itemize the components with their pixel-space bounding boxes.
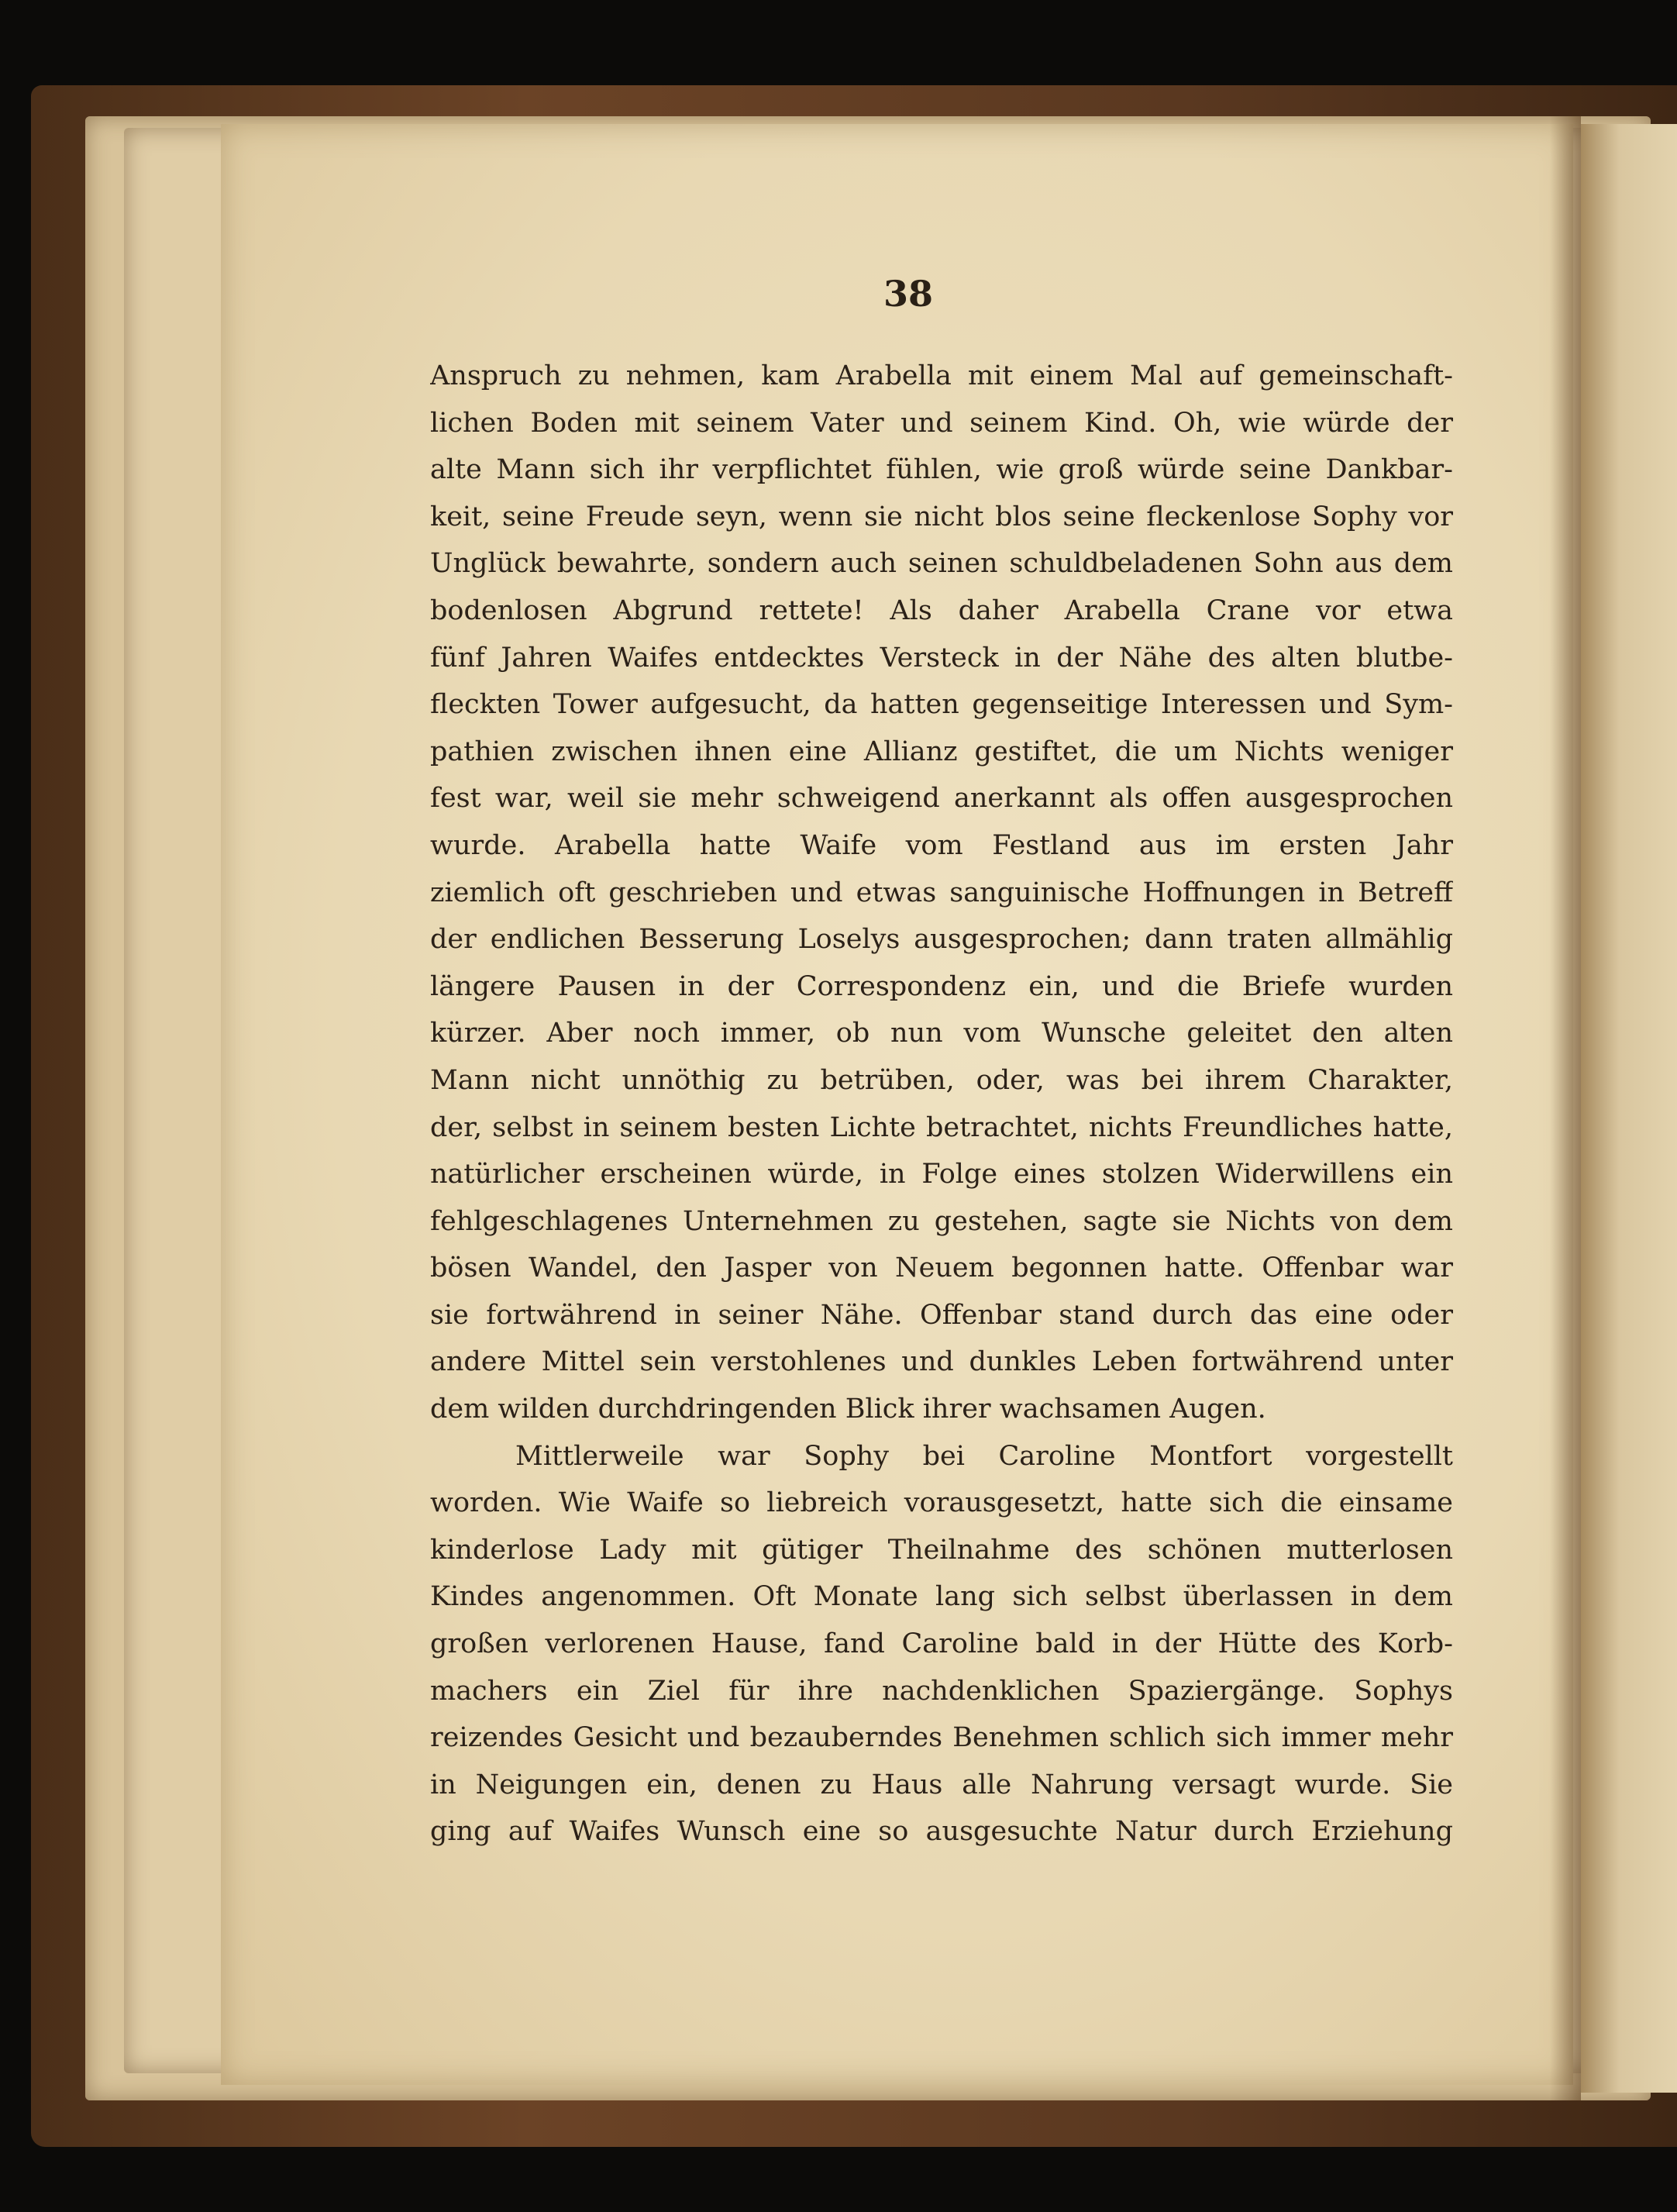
text-line: Mann nicht unnöthig zu betrüben, oder, was bei ihrem Charakter, [430,1064,1453,1096]
text-line: in Neigungen ein, denen zu Haus alle Nahrung versagt wurde. Sie [430,1769,1453,1800]
text-line: fleckten Tower aufgesucht, da hatten gegenseitige Interessen und Sym- [430,689,1453,721]
text-line: fünf Jahren Waifes entdecktes Versteck in der Nähe des alten blutbe- [430,642,1453,674]
text-line: dem wilden durchdringenden Blick ihrer wachsamen Augen. [430,1394,1266,1425]
body-text [430,353,1453,1855]
book-gutter [1550,116,1581,2100]
text-line: lichen Boden mit seinem Vater und seinem Kind. Oh, wie würde der [430,407,1453,439]
text-line: natürlicher erscheinen würde, in Folge eines stolzen Widerwillens ein [430,1159,1453,1190]
text-line: ziemlich oft geschrieben und etwas sanguinische Hoffnungen in Betreff [430,877,1453,908]
text-line: großen verlorenen Hause, fand Caroline bald in der Hütte des Korb- [430,1628,1453,1660]
text-line: Anspruch zu nehmen, kam Arabella mit einem Mal auf gemeinschaft- [430,360,1453,391]
text-line: fest war, weil sie mehr schweigend anerkannt als offen ausgesprochen [430,783,1453,815]
text-line: andere Mittel sein verstohlenes und dunkles Leben fortwährend unter [430,1346,1453,1378]
text-line: pathien zwischen ihnen eine Allianz gestiftet, die um Nichts weniger [430,736,1453,767]
text-line: ging auf Waifes Wunsch eine so ausgesuchte Natur durch Erziehung [430,1816,1453,1848]
page-number: 38 [883,273,934,315]
text-line: machers ein Ziel für ihre nachdenklichen Spaziergänge. Sophys [430,1675,1453,1707]
text-line: längere Pausen in der Correspondenz ein, und die Briefe wurden [430,970,1453,1002]
text-line: worden. Wie Waife so liebreich vorausgesetzt, hatte sich die einsame [430,1487,1453,1519]
text-line: reizendes Gesicht und bezauberndes Benehmen schlich sich immer mehr [430,1722,1453,1754]
text-line: der endlichen Besserung Loselys ausgesprochen; dann traten allmählig [430,924,1453,956]
text-line: Kindes angenommen. Oft Monate lang sich selbst überlassen in dem [430,1581,1453,1613]
text-line: kinderlose Lady mit gütiger Theilnahme des schönen mutterlosen [430,1534,1453,1566]
text-line: der, selbst in seinem besten Lichte betrachtet, nichts Freundliches hatte, [430,1111,1453,1143]
text-line: alte Mann sich ihr verpflichtet fühlen, wie groß würde seine Dankbar- [430,454,1453,486]
text-line: bodenlosen Abgrund rettete! Als daher Arabella Crane vor etwa [430,594,1453,626]
text-line: sie fortwährend in seiner Nähe. Offenbar stand durch das eine oder [430,1299,1453,1331]
text-line: wurde. Arabella hatte Waife vom Festland aus im ersten Jahr [430,829,1453,861]
facing-page-edge [1581,124,1677,2093]
text-line: Mittlerweile war Sophy bei Caroline Montfort vorgestellt [515,1440,1453,1472]
text-line: Unglück bewahrte, sondern auch seinen schuldbeladenen Sohn aus dem [430,548,1453,580]
text-line: kürzer. Aber noch immer, ob nun vom Wunsche geleitet den alten [430,1018,1453,1049]
text-line: keit, seine Freude seyn, wenn sie nicht blos seine fleckenlose Sophy vor [430,501,1453,532]
text-line: bösen Wandel, den Jasper von Neuem begonnen hatte. Offenbar war [430,1252,1453,1284]
text-line: fehlgeschlagenes Unternehmen zu gestehen, sagte sie Nichts von dem [430,1205,1453,1237]
